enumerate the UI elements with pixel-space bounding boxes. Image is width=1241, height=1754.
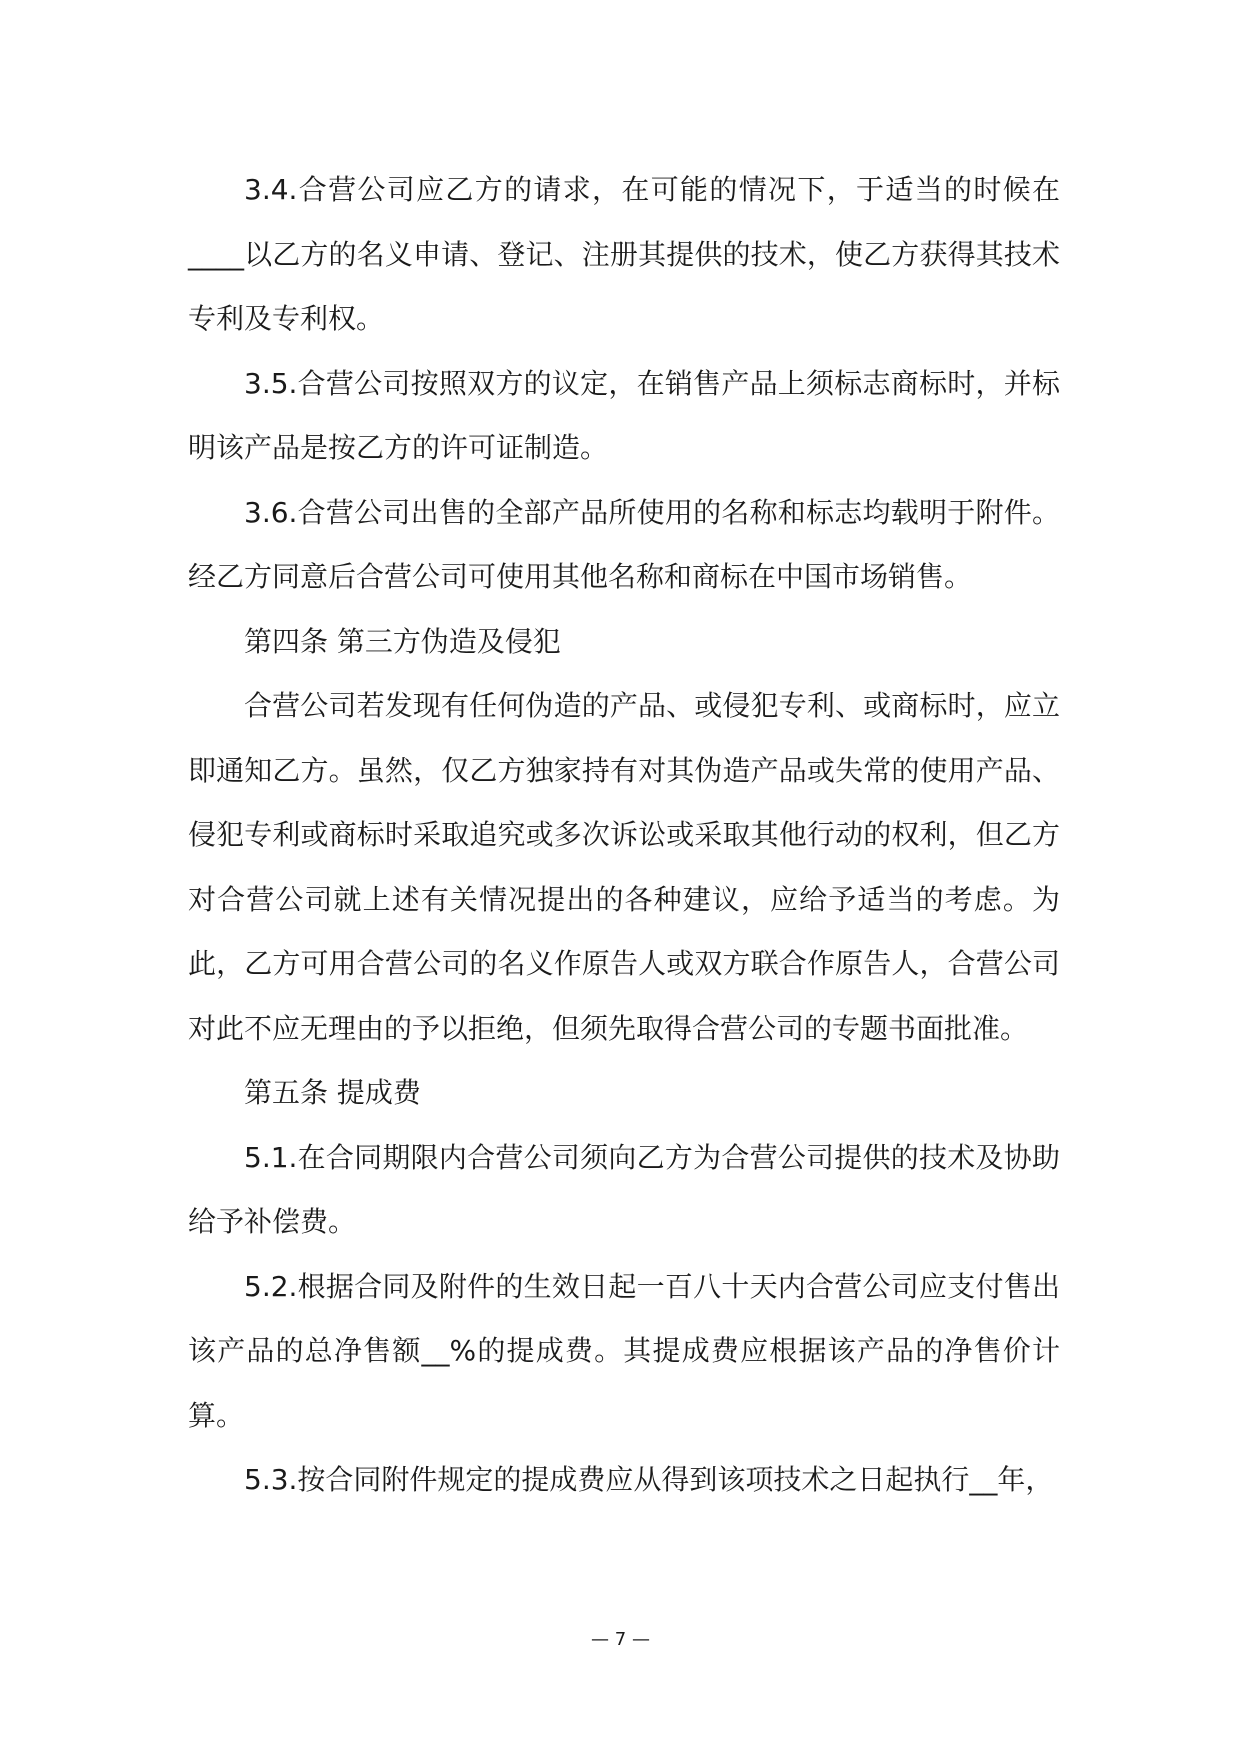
clause-3-4: 3.4.合营公司应乙方的请求，在可能的情况下，于适当的时候在____以乙方的名义申请、登记、注册其提供的技术，使乙方获得其技术专利及专利权。 [188,173,1060,335]
article-5-heading: 第五条 提成费 [244,1076,421,1109]
page-number: — 7 — [591,1629,650,1650]
article-4-paragraph: 合营公司若发现有任何伪造的产品、或侵犯专利、或商标时，应立即通知乙方。虽然，仅乙方独家持有对其伪造产品或失常的使用产品、侵犯专利或商标时采取追究或多次诉讼或采取其他行动的权利，但乙方对合营公司就上述有关情况提出的各种建议，应给予适当的考虑。为此，乙方可用合营公司的名义作原告人或双方联合作原告人，合营公司对此不应无理由的予以拒绝，但须先取得合营公司的专题书面批准。 [188,689,1060,1045]
clause-5-2: 5.2.根据合同及附件的生效日起一百八十天内合营公司应支付售出该产品的总净售额__%的提成费。其提成费应根据该产品的净售价计算。 [188,1269,1060,1432]
document-body [188,158,1060,1513]
clause-5-1: 5.1.在合同期限内合营公司须向乙方为合营公司提供的技术及协助给予补偿费。 [188,1140,1060,1238]
clause-3-6: 3.6.合营公司出售的全部产品所使用的名称和标志均载明于附件。经乙方同意后合营公司可使用其他名称和商标在中国市场销售。 [188,495,1060,593]
article-4-heading: 第四条 第三方伪造及侵犯 [244,624,561,658]
clause-5-3: 5.3.按合同附件规定的提成费应从得到该项技术之日起执行__年， [244,1463,1054,1496]
clause-3-5: 3.5.合营公司按照双方的议定，在销售产品上须标志商标时，并标明该产品是按乙方的许可证制造。 [188,366,1060,464]
